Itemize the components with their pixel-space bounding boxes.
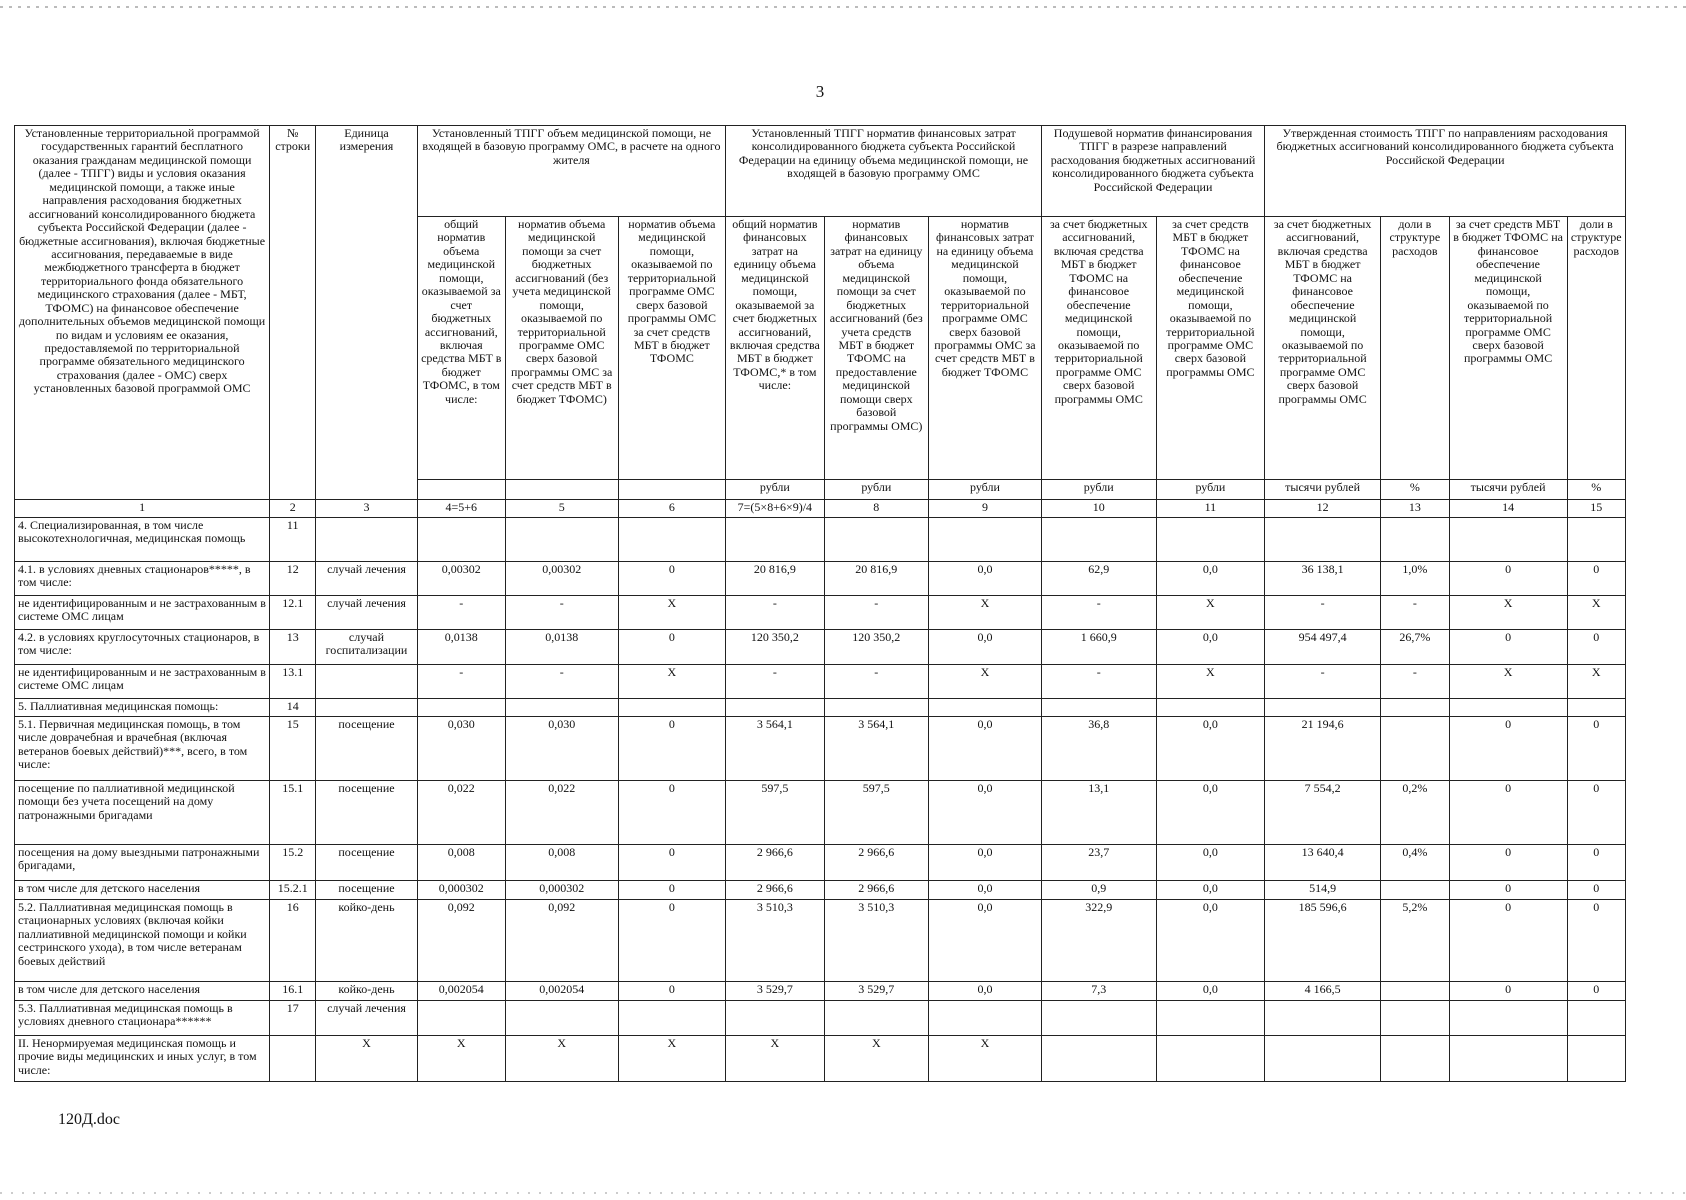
table-cell bbox=[316, 699, 417, 717]
table-cell: 3 529,7 bbox=[824, 982, 929, 1001]
table-cell: 0 bbox=[1567, 781, 1626, 845]
col-number: 15 bbox=[1567, 500, 1626, 518]
table-cell: посещение bbox=[316, 717, 417, 781]
table-cell: 0,0 bbox=[1156, 630, 1265, 665]
table-cell: 0 bbox=[1449, 781, 1567, 845]
table-cell: 0,000302 bbox=[417, 881, 505, 900]
table-cell: - bbox=[1041, 596, 1156, 630]
col-number: 11 bbox=[1156, 500, 1265, 518]
table-cell: койко-день bbox=[316, 900, 417, 982]
table-cell: 0,4% bbox=[1381, 845, 1450, 881]
table-cell: 36 138,1 bbox=[1265, 562, 1381, 596]
header-sub-8: норматив финансовых затрат на единицу объема медицинской помощи за счет бюджетных ассигнований (без учета средств МБТ в бюджет ТФОМС на предоставление медицинской помощи сверх базовой программы ОМС) bbox=[824, 217, 929, 480]
unit-cell: тысячи рублей bbox=[1449, 480, 1567, 500]
table-cell: X bbox=[929, 1036, 1042, 1082]
table-cell: 0,0138 bbox=[505, 630, 618, 665]
table-cell: X bbox=[1156, 596, 1265, 630]
table-cell bbox=[929, 699, 1042, 717]
scan-edge-bottom bbox=[0, 1192, 1686, 1194]
col-number: 9 bbox=[929, 500, 1042, 518]
table-cell: 17 bbox=[270, 1001, 316, 1036]
table-cell: 23,7 bbox=[1041, 845, 1156, 881]
table-cell: 120 350,2 bbox=[824, 630, 929, 665]
table-cell: 4 166,5 bbox=[1265, 982, 1381, 1001]
table-cell: 0,002054 bbox=[505, 982, 618, 1001]
table-cell: 0 bbox=[1449, 982, 1567, 1001]
row-label: в том числе для детского населения bbox=[15, 881, 270, 900]
header-sub-7: общий норматив финансовых затрат на единицу объема медицинской помощи, оказываемой за счет бюджетных ассигнований, включая средства МБТ в бюджет ТФОМС,* в том числе: bbox=[726, 217, 824, 480]
table-cell: 0 bbox=[1567, 845, 1626, 881]
table-cell bbox=[1567, 699, 1626, 717]
table-row bbox=[15, 699, 1626, 717]
table-cell: случай лечения bbox=[316, 562, 417, 596]
table-cell bbox=[1156, 1036, 1265, 1082]
table-cell: 120 350,2 bbox=[726, 630, 824, 665]
table-cell bbox=[270, 1036, 316, 1082]
header-sub-12: за счет бюджетных ассигнований, включая средства МБТ в бюджет ТФОМС на финансовое обеспечение медицинской помощи, оказываемой по территориальной программе ОМС сверх базовой программы ОМС bbox=[1265, 217, 1381, 480]
col-number: 2 bbox=[270, 500, 316, 518]
table-cell: 12 bbox=[270, 562, 316, 596]
table-cell bbox=[1449, 1001, 1567, 1036]
header-sub-13: доли в структуре расходов bbox=[1381, 217, 1450, 480]
table-cell: 21 194,6 bbox=[1265, 717, 1381, 781]
table-cell: 597,5 bbox=[726, 781, 824, 845]
table-cell: X bbox=[618, 1036, 726, 1082]
table-cell bbox=[824, 1001, 929, 1036]
col-number: 3 bbox=[316, 500, 417, 518]
table-cell: 26,7% bbox=[1381, 630, 1450, 665]
table-cell: X bbox=[929, 665, 1042, 699]
col-number: 6 bbox=[618, 500, 726, 518]
row-label: 5.3. Паллиативная медицинская помощь в условиях дневного стационара****** bbox=[15, 1001, 270, 1036]
table-row bbox=[15, 717, 1626, 781]
header-col-3: Единица измерения bbox=[316, 126, 417, 500]
table-cell bbox=[824, 518, 929, 562]
table-cell: 0 bbox=[618, 781, 726, 845]
header-group-norm: Установленный ТПГГ норматив финансовых затрат консолидированного бюджета субъекта Российской Федерации на единицу объема медицинской помощи, не входящей в базовую программу ОМС bbox=[726, 126, 1042, 217]
header-sub-4: общий норматив объема медицинской помощи, оказываемой за счет бюджетных ассигнований, включая средства МБТ в бюджет ТФОМС, в том числе: bbox=[417, 217, 505, 480]
table-row bbox=[15, 781, 1626, 845]
table-cell: 2 966,6 bbox=[726, 845, 824, 881]
table-cell: 0,0 bbox=[929, 881, 1042, 900]
table-cell: посещение bbox=[316, 781, 417, 845]
table-cell: 15.2.1 bbox=[270, 881, 316, 900]
unit-cell bbox=[417, 480, 505, 500]
table-cell: 13 bbox=[270, 630, 316, 665]
table-cell: 0,0 bbox=[1156, 845, 1265, 881]
table-cell: 0 bbox=[618, 881, 726, 900]
table-cell: 15 bbox=[270, 717, 316, 781]
table-cell: 0,0 bbox=[1156, 562, 1265, 596]
table-cell bbox=[1156, 1001, 1265, 1036]
table-cell: 0,022 bbox=[505, 781, 618, 845]
unit-cell: рубли bbox=[1041, 480, 1156, 500]
table-cell: 0,022 bbox=[417, 781, 505, 845]
table-cell: 0 bbox=[1567, 717, 1626, 781]
scan-edge-top bbox=[0, 6, 1686, 8]
table-cell: 0,0 bbox=[929, 717, 1042, 781]
table-cell bbox=[1381, 1001, 1450, 1036]
table-cell: 12.1 bbox=[270, 596, 316, 630]
table-cell bbox=[1381, 881, 1450, 900]
table-cell: случай госпитализации bbox=[316, 630, 417, 665]
table-cell: 185 596,6 bbox=[1265, 900, 1381, 982]
table-cell: 0,0 bbox=[1156, 900, 1265, 982]
table-cell bbox=[417, 1001, 505, 1036]
table-cell bbox=[1041, 518, 1156, 562]
table-cell: X bbox=[316, 1036, 417, 1082]
table-cell: койко-день bbox=[316, 982, 417, 1001]
table-cell: X bbox=[618, 596, 726, 630]
table-cell: 7 554,2 bbox=[1265, 781, 1381, 845]
table-cell: 0,030 bbox=[417, 717, 505, 781]
table-cell: 0 bbox=[1449, 900, 1567, 982]
table-cell: 0 bbox=[1449, 562, 1567, 596]
table-cell bbox=[505, 699, 618, 717]
table-cell bbox=[417, 699, 505, 717]
table-cell bbox=[1156, 699, 1265, 717]
table-cell bbox=[618, 1001, 726, 1036]
table-cell bbox=[1449, 1036, 1567, 1082]
table-cell bbox=[1381, 717, 1450, 781]
table-row bbox=[15, 518, 1626, 562]
unit-cell: рубли bbox=[726, 480, 824, 500]
footer-filename: 120Д.doc bbox=[58, 1111, 121, 1128]
table-cell: 3 564,1 bbox=[824, 717, 929, 781]
table-cell: 0,0 bbox=[1156, 781, 1265, 845]
table-cell: X bbox=[726, 1036, 824, 1082]
table-row bbox=[15, 1001, 1626, 1036]
col-number: 5 bbox=[505, 500, 618, 518]
table-cell: 3 510,3 bbox=[824, 900, 929, 982]
table-cell: случай лечения bbox=[316, 596, 417, 630]
table-cell: 7,3 bbox=[1041, 982, 1156, 1001]
header-sub-10: за счет бюджетных ассигнований, включая средства МБТ в бюджет ТФОМС на финансовое обеспечение медицинской помощи, оказываемой по территориальной программе ОМС сверх базовой программы ОМС bbox=[1041, 217, 1156, 480]
row-label: 4.1. в условиях дневных стационаров*****, в том числе: bbox=[15, 562, 270, 596]
table-cell: 16 bbox=[270, 900, 316, 982]
table-cell: 1 660,9 bbox=[1041, 630, 1156, 665]
table-cell: 0 bbox=[618, 630, 726, 665]
header-sub-9: норматив финансовых затрат на единицу объема медицинской помощи, оказываемой по территориальной программе ОМС сверх базовой программы ОМС за счет средств МБТ в бюджет ТФОМС bbox=[929, 217, 1042, 480]
row-label: 5.2. Паллиативная медицинская помощь в стационарных условиях (включая койки паллиативной медицинской помощи и койки сестринского ухода), в том числе ветеранам боевых действий bbox=[15, 900, 270, 982]
table-row bbox=[15, 982, 1626, 1001]
table-cell bbox=[1265, 699, 1381, 717]
table-cell: - bbox=[505, 596, 618, 630]
row-label: посещение по паллиативной медицинской помощи без учета посещений на дому патронажными бригадами bbox=[15, 781, 270, 845]
col-number: 7=(5×8+6×9)/4 bbox=[726, 500, 824, 518]
table-cell: 514,9 bbox=[1265, 881, 1381, 900]
table-row bbox=[15, 665, 1626, 699]
table-cell bbox=[1041, 699, 1156, 717]
table-cell: 0,0 bbox=[929, 781, 1042, 845]
table-cell: случай лечения bbox=[316, 1001, 417, 1036]
table-cell: 14 bbox=[270, 699, 316, 717]
table-cell: 0,030 bbox=[505, 717, 618, 781]
table-cell: 0,9 bbox=[1041, 881, 1156, 900]
table-cell: 0,0 bbox=[929, 562, 1042, 596]
table-row bbox=[15, 845, 1626, 881]
unit-cell: рубли bbox=[1156, 480, 1265, 500]
table-cell: 13,1 bbox=[1041, 781, 1156, 845]
table-cell: - bbox=[726, 596, 824, 630]
table-cell: 20 816,9 bbox=[824, 562, 929, 596]
header-group-cost: Утвержденная стоимость ТПГГ по направлениям расходования бюджетных ассигнований консолидированного бюджета субъекта Российской Федерации bbox=[1265, 126, 1626, 217]
table-cell bbox=[1381, 982, 1450, 1001]
unit-cell: рубли bbox=[824, 480, 929, 500]
header-group-percapita: Подушевой норматив финансирования ТПГГ в разрезе направлений расходования бюджетных ассигнований консолидированного бюджета субъекта Российской Федерации bbox=[1041, 126, 1264, 217]
table-cell bbox=[1381, 1036, 1450, 1082]
table-cell: 0 bbox=[1567, 562, 1626, 596]
table-cell: 0 bbox=[618, 845, 726, 881]
table-cell bbox=[316, 665, 417, 699]
table-cell: 0,092 bbox=[505, 900, 618, 982]
table-cell: посещение bbox=[316, 881, 417, 900]
table-cell: 1,0% bbox=[1381, 562, 1450, 596]
header-row-groups bbox=[15, 126, 1626, 217]
table-cell: X bbox=[1449, 665, 1567, 699]
table-cell: - bbox=[726, 665, 824, 699]
header-sub-5: норматив объема медицинской помощи за счет бюджетных ассигнований (без учета медицинской помощи, оказываемой по территориальной программе ОМС сверх базовой программы ОМС за счет средств МБТ в бюджет ТФОМС) bbox=[505, 217, 618, 480]
table-cell: X bbox=[824, 1036, 929, 1082]
table-cell: 0,0138 bbox=[417, 630, 505, 665]
table-cell: 2 966,6 bbox=[824, 881, 929, 900]
table-row bbox=[15, 630, 1626, 665]
row-label: в том числе для детского населения bbox=[15, 982, 270, 1001]
header-sub-15: доли в структуре расходов bbox=[1567, 217, 1626, 480]
table-cell: 0,002054 bbox=[417, 982, 505, 1001]
table-cell: 0,0 bbox=[929, 630, 1042, 665]
row-label: посещения на дому выездными патронажными бригадами, bbox=[15, 845, 270, 881]
col-number: 4=5+6 bbox=[417, 500, 505, 518]
row-label: не идентифицированным и не застрахованным в системе ОМС лицам bbox=[15, 596, 270, 630]
table-cell: 36,8 bbox=[1041, 717, 1156, 781]
table-cell bbox=[505, 518, 618, 562]
table-cell: 16.1 bbox=[270, 982, 316, 1001]
table-cell bbox=[1265, 1001, 1381, 1036]
table-cell: 597,5 bbox=[824, 781, 929, 845]
table-cell: 0,0 bbox=[929, 900, 1042, 982]
table-cell bbox=[1041, 1001, 1156, 1036]
col-number: 8 bbox=[824, 500, 929, 518]
col-number: 13 bbox=[1381, 500, 1450, 518]
header-col-2: № строки bbox=[270, 126, 316, 500]
table-cell: - bbox=[505, 665, 618, 699]
table-cell: 15.2 bbox=[270, 845, 316, 881]
table-cell: X bbox=[1449, 596, 1567, 630]
table-cell: - bbox=[1381, 596, 1450, 630]
table-cell: 0,000302 bbox=[505, 881, 618, 900]
table-cell: 0,008 bbox=[505, 845, 618, 881]
table-cell bbox=[1449, 699, 1567, 717]
table-cell: X bbox=[417, 1036, 505, 1082]
table-cell: 15.1 bbox=[270, 781, 316, 845]
table-cell bbox=[1567, 1001, 1626, 1036]
page-number: 3 bbox=[815, 82, 825, 101]
table-cell bbox=[1265, 1036, 1381, 1082]
table-cell: 2 966,6 bbox=[824, 845, 929, 881]
table-cell: 0 bbox=[1449, 881, 1567, 900]
table-cell: - bbox=[417, 665, 505, 699]
col-number: 12 bbox=[1265, 500, 1381, 518]
table-cell: посещение bbox=[316, 845, 417, 881]
table-cell bbox=[505, 1001, 618, 1036]
table-cell: 0 bbox=[618, 982, 726, 1001]
table-cell: 62,9 bbox=[1041, 562, 1156, 596]
col-number: 1 bbox=[15, 500, 270, 518]
table-cell bbox=[1567, 1036, 1626, 1082]
table-cell bbox=[1156, 518, 1265, 562]
table-row bbox=[15, 900, 1626, 982]
table-cell: 954 497,4 bbox=[1265, 630, 1381, 665]
table-cell: - bbox=[824, 665, 929, 699]
header-sub-6: норматив объема медицинской помощи, оказываемой по территориальной программе ОМС сверх базовой программы ОМС за счет средств МБТ в бюджет ТФОМС bbox=[618, 217, 726, 480]
row-label: II. Ненормируемая медицинская помощь и прочие виды медицинских и иных услуг, в том числе: bbox=[15, 1036, 270, 1082]
row-label: 5.1. Первичная медицинская помощь, в том числе доврачебная и врачебная (включая ветеранов боевых действий)***, всего, в том числе: bbox=[15, 717, 270, 781]
unit-cell: тысячи рублей bbox=[1265, 480, 1381, 500]
table-cell: 0,0 bbox=[929, 982, 1042, 1001]
table-cell: 322,9 bbox=[1041, 900, 1156, 982]
table-cell: 0 bbox=[1449, 630, 1567, 665]
table-row bbox=[15, 881, 1626, 900]
table-cell bbox=[1265, 518, 1381, 562]
table-cell: 3 510,3 bbox=[726, 900, 824, 982]
budget-table bbox=[14, 125, 1626, 1082]
table-cell bbox=[726, 518, 824, 562]
table-cell: X bbox=[1567, 596, 1626, 630]
table-cell: - bbox=[824, 596, 929, 630]
table-cell: X bbox=[505, 1036, 618, 1082]
table-cell: 0 bbox=[618, 717, 726, 781]
column-numbers-row bbox=[15, 500, 1626, 518]
table-cell: 0,0 bbox=[929, 845, 1042, 881]
unit-cell: рубли bbox=[929, 480, 1042, 500]
table-cell bbox=[824, 699, 929, 717]
table-cell: X bbox=[929, 596, 1042, 630]
table-cell: 13 640,4 bbox=[1265, 845, 1381, 881]
table-cell bbox=[726, 1001, 824, 1036]
table-cell: 0,092 bbox=[417, 900, 505, 982]
table-cell: 0,00302 bbox=[417, 562, 505, 596]
row-label: не идентифицированным и не застрахованным в системе ОМС лицам bbox=[15, 665, 270, 699]
table-cell bbox=[726, 699, 824, 717]
unit-cell: % bbox=[1567, 480, 1626, 500]
table-cell: - bbox=[1041, 665, 1156, 699]
table-cell: 0 bbox=[1567, 630, 1626, 665]
table-cell: - bbox=[1265, 596, 1381, 630]
table-row bbox=[15, 596, 1626, 630]
table-cell: 13.1 bbox=[270, 665, 316, 699]
table-cell bbox=[1381, 518, 1450, 562]
unit-cell: % bbox=[1381, 480, 1450, 500]
table-cell bbox=[929, 518, 1042, 562]
table-cell: 3 529,7 bbox=[726, 982, 824, 1001]
table-cell: 11 bbox=[270, 518, 316, 562]
table-cell bbox=[929, 1001, 1042, 1036]
header-sub-14: за счет средств МБТ в бюджет ТФОМС на финансовое обеспечение медицинской помощи, оказываемой по территориальной программе ОМС сверх базовой программы ОМС bbox=[1449, 217, 1567, 480]
table-cell: 0,2% bbox=[1381, 781, 1450, 845]
row-label: 5. Паллиативная медицинская помощь: bbox=[15, 699, 270, 717]
table-cell bbox=[1381, 699, 1450, 717]
unit-cell bbox=[505, 480, 618, 500]
table-cell: 20 816,9 bbox=[726, 562, 824, 596]
table-cell: 0,0 bbox=[1156, 982, 1265, 1001]
table-cell: 3 564,1 bbox=[726, 717, 824, 781]
table-cell: 2 966,6 bbox=[726, 881, 824, 900]
table-cell: 0 bbox=[1567, 881, 1626, 900]
unit-cell bbox=[618, 480, 726, 500]
table-cell: 5,2% bbox=[1381, 900, 1450, 982]
table-cell: 0 bbox=[1567, 982, 1626, 1001]
table-cell bbox=[618, 699, 726, 717]
row-label: 4. Специализированная, в том числе высокотехнологичная, медицинская помощь bbox=[15, 518, 270, 562]
row-label: 4.2. в условиях круглосуточных стационаров, в том числе: bbox=[15, 630, 270, 665]
table-cell: 0,0 bbox=[1156, 881, 1265, 900]
table-cell: X bbox=[1156, 665, 1265, 699]
table-cell: X bbox=[1567, 665, 1626, 699]
table-row bbox=[15, 1036, 1626, 1082]
table-cell: 0 bbox=[1449, 717, 1567, 781]
table-cell: 0,008 bbox=[417, 845, 505, 881]
table-cell bbox=[618, 518, 726, 562]
table-cell: 0 bbox=[1449, 845, 1567, 881]
table-cell: 0 bbox=[1567, 900, 1626, 982]
col-number: 10 bbox=[1041, 500, 1156, 518]
table-row bbox=[15, 562, 1626, 596]
table-cell bbox=[1449, 518, 1567, 562]
header-group-volume: Установленный ТПГГ объем медицинской помощи, не входящей в базовую программу ОМС, в расчете на одного жителя bbox=[417, 126, 725, 217]
table-cell bbox=[1041, 1036, 1156, 1082]
col-number: 14 bbox=[1449, 500, 1567, 518]
table-cell: - bbox=[1381, 665, 1450, 699]
table-cell bbox=[316, 518, 417, 562]
table-cell: - bbox=[417, 596, 505, 630]
table-cell: X bbox=[618, 665, 726, 699]
header-col-1: Установленные территориальной программой государственных гарантий бесплатного оказания гражданам медицинской помощи (далее - ТПГГ) виды и условия оказания медицинской помощи, а также иные направления расходования бюджетных ассигнований консолидированного бюджета субъекта Российской Федерации (далее - бюджетные ассигнования), включая бюджетные ассигнования, передаваемые в виде межбюджетного трансферта в бюджет территориального фонда обязательного медицинского страхования (далее - МБТ, ТФОМС) на финансовое обеспечение дополнительных объемов медицинской помощи по видам и условиям ее оказания, предоставляемой по территориальной программе обязательного медицинского страхования (далее - ОМС) сверх установленных базовой программой ОМС bbox=[15, 126, 270, 500]
table-cell: - bbox=[1265, 665, 1381, 699]
table-cell bbox=[417, 518, 505, 562]
header-sub-11: за счет средств МБТ в бюджет ТФОМС на финансовое обеспечение медицинской помощи, оказываемой по территориальной программе ОМС сверх базовой программы ОМС bbox=[1156, 217, 1265, 480]
table-cell: 0,0 bbox=[1156, 717, 1265, 781]
table-cell: 0,00302 bbox=[505, 562, 618, 596]
table-cell: 0 bbox=[618, 900, 726, 982]
table-cell bbox=[1567, 518, 1626, 562]
table-cell: 0 bbox=[618, 562, 726, 596]
